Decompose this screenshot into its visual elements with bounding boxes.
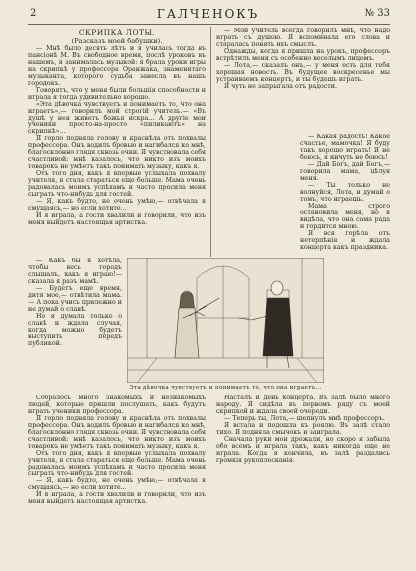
story-title: СКРИПКА ЛОТЫ. [78, 28, 156, 37]
page-number: 2 [30, 8, 37, 19]
paragraph: Я горло подняла голову и краснѣла отъ похвалы профессора. Онъ водилъ бровью и нагибался ко мнѣ, благосклонно глядя сквозь очки. Я чувствовала себя счастливой: мнѣ казалось, что никто изъ моихъ товарокъ не умѣетъ такъ понимать музыку, какъ я. [28, 414, 206, 450]
paragraph: — Какая радость! Какое счастье, мамочка! Я буду такъ хорошо играть! Я не боюсь, я ничуть не боюсь! [300, 134, 390, 161]
paragraph: — Ты только не волнуйся, Лота, и думай о томъ, что играешь. [300, 181, 390, 203]
paragraph: И я играла, а гости хвалили и говорили, что изъ меня выйдетъ настоящая артистка. [28, 491, 206, 506]
paragraph: Я встала и подошла къ роялю. Въ залѣ стало тихо. Я подняла смычокъ и заиграла. [216, 421, 390, 436]
paragraph: — Я, какъ будто, не очень умѣю,— отвѣчала я смущаясь,— но если хотите... [28, 477, 206, 492]
story-subtitle: (Разсказъ моей бабушки). [71, 37, 163, 45]
left-column-top [28, 28, 206, 258]
issue-number: № 33 [364, 8, 390, 19]
paragraph: Отъ того дня, какъ я впервые услыхала похвалу учителя, я стала стараться еще больше. Мама очень радовалась моимъ успѣхамъ и часто просила меня сыграть что-нибудь для гостей. [28, 170, 206, 199]
paragraph: Насталъ и день концерта. Въ залѣ было много народу. Я сидѣла въ первомъ ряду съ моей скрипкой и ждала своей очереди. [216, 395, 390, 415]
paragraph: «Эта дѣвочка чувствуетъ и понимаетъ то, что она играетъ»,— говорилъ мой строгій учитель.— «Въ душѣ у нея живетъ божья искра... А другіе мои ученики просто-на-просто «пиликаютъ» на скрипкѣ»... [28, 100, 206, 136]
paragraph: Сначала руки мои дрожали, но скоро я забыла обо всемъ и играла такъ, какъ никогда еще не играла. Когда я кончила, въ залѣ раздались громкія рукоплесканія. [216, 435, 390, 464]
column-divider [210, 27, 211, 257]
paragraph: — Дай Богъ, дай Богъ,— говорила мама, цѣлуя меня. [300, 160, 390, 182]
paragraph: Я чуть не запрыгала отъ радости. [224, 82, 337, 90]
header-rule [28, 24, 390, 25]
paragraph: И я играла, а гости хвалили и говорили, что изъ меня выйдетъ настоящая артистка. [28, 211, 206, 226]
paragraph: — Мой учитель всегда говорилъ мнѣ, что надо играть съ душою. Я вспоминала его слова и старалась понять ихъ смыслъ. [216, 28, 390, 48]
paragraph: Собралось много знакомыхъ и незнакомыхъ людей, которые пришли послушать, какъ будутъ играть ученики профессора. [28, 395, 206, 415]
paragraph: — Какъ бы я хотѣла, чтобы весь городъ слышалъ, какъ я играю!— сказала я разъ мамѣ. [28, 258, 122, 285]
paragraph: Я вся горѣла отъ нетерпѣнія и ждала концерта какъ праздника. [300, 230, 390, 252]
paragraph: Мама строго остановила меня, но я видѣла, что она сама рада и гордится мною. [300, 202, 390, 231]
paragraph: — Теперь ты, Лота,— шепнулъ мнѣ профессоръ. [224, 414, 385, 422]
paragraph: Говорятъ, что у меня были большія способности и играла я тогда удивительно хорошо. [28, 86, 206, 101]
right-column-bottom [216, 395, 390, 563]
right-column-top [216, 28, 390, 132]
paragraph: — Мнѣ было десять лѣтъ и я училась тогда въ пансіонѣ М. Въ свободное время, послѣ уроковъ въ нашемъ, я занималась музыкой: я брала уроки игры на скрипкѣ у профессора Оранжака, знаменитаго музыканта, которого судьба занесла въ нашъ городокъ. [28, 45, 206, 87]
paragraph: — Будетъ еще время, дитя мое,— отвѣтила мама.— А пока учись прилежно и не думай о славѣ. [28, 284, 122, 313]
paragraph: — Я, какъ будто, не очень умѣю,— отвѣчала я смущаясь,— но если хотите... [28, 197, 206, 212]
paragraph: — Лота,— сказалъ онъ,— у меня есть для тебя хорошая новость. Въ будущее воскресенье мы устраиваемъ концертъ, и ты будешь играть. [216, 61, 390, 83]
paragraph: Отъ того дня, какъ я впервые услыхала похвалу учителя, я стала стараться еще больше. Мама очень радовалась моимъ успѣхамъ и часто просила меня сыграть что-нибудь для гостей. [28, 449, 206, 478]
left-column-bottom [28, 395, 206, 563]
left-column-wrap [28, 258, 122, 388]
story-illustration [127, 258, 324, 383]
illustration-caption: Эта дѣвочка чувствуетъ и понимаетъ то, что она играетъ... [129, 385, 322, 391]
paragraph: Однажды, когда я пришла на урокъ, профессоръ встрѣтилъ меня съ особенно веселымъ лицомъ. [216, 47, 390, 62]
journal-title: ГАЛЧЕНОКЪ [156, 7, 260, 21]
paragraph: Но я думала только о славѣ и ждала случая, когда можно будетъ выступить передъ публикой. [28, 312, 122, 348]
page-header [0, 8, 416, 22]
paragraph: Я горло подняла голову и краснѣла отъ похвалы профессора. Онъ водилъ бровью и нагибался ко мнѣ, благосклонно глядя сквозь очки. Я чувствовала себя счастливой: мнѣ казалось, что никто изъ моихъ товарокъ не умѣетъ такъ понимать музыку, какъ я. [28, 135, 206, 171]
